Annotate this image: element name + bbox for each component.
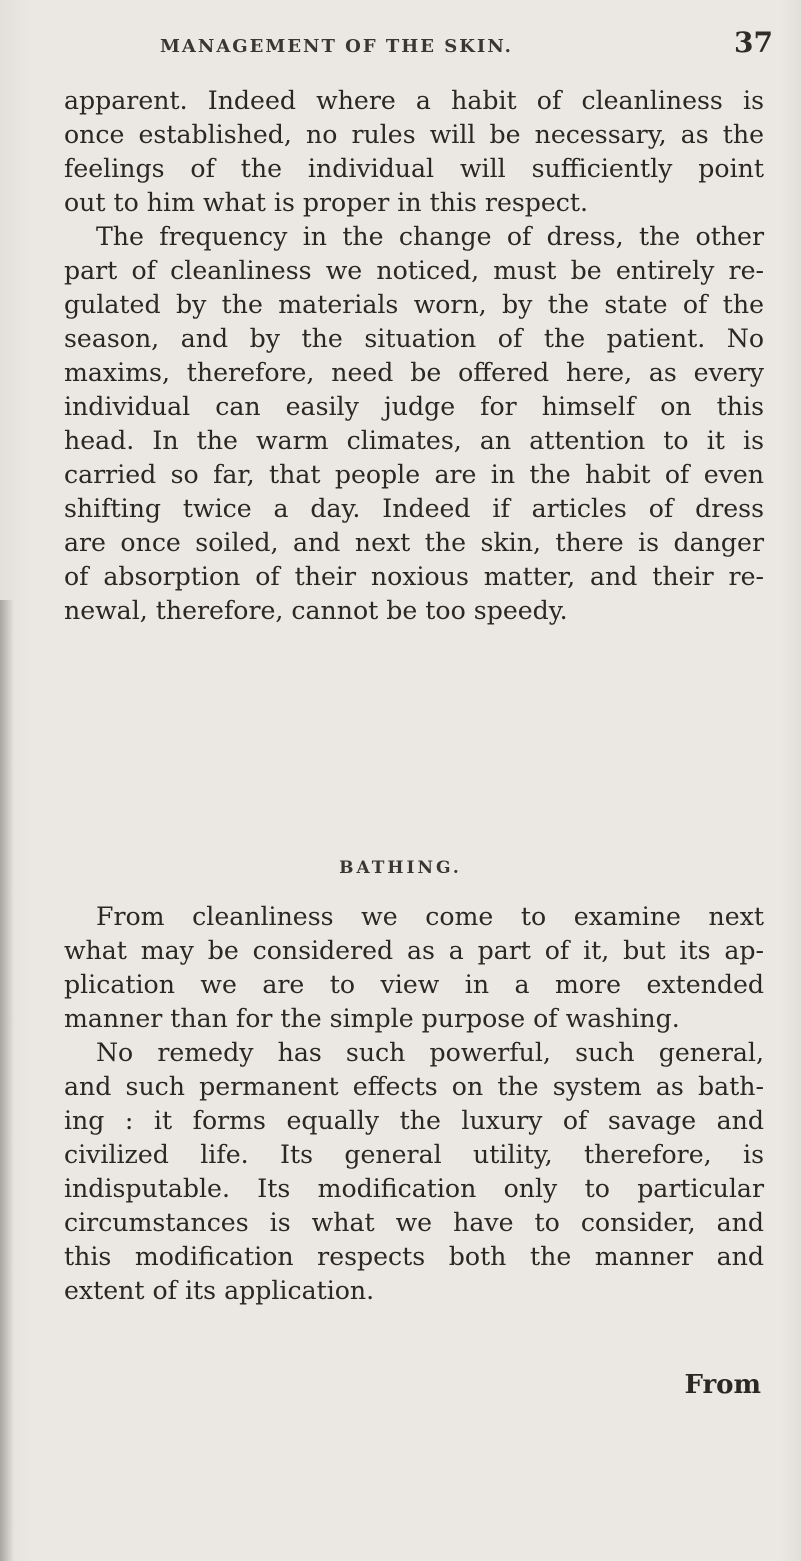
text-line: this modification respects both the manner and bbox=[64, 1242, 764, 1271]
text-line: maxims, therefore, need be offered here, as every bbox=[64, 358, 764, 387]
text-line: part of cleanliness we noticed, must be entirely re- bbox=[64, 256, 764, 285]
text-line: carried so far, that people are in the habit of even bbox=[64, 460, 764, 489]
paragraph-1 bbox=[64, 84, 764, 220]
text-line: gulated by the materials worn, by the state of the bbox=[64, 290, 764, 319]
text-line: apparent. Indeed where a habit of cleanliness is bbox=[64, 86, 764, 115]
section-heading: BATHING. bbox=[339, 858, 462, 878]
text-line: plication we are to view in a more extended bbox=[64, 970, 764, 999]
text-line: feelings of the individual will sufficiently point bbox=[64, 154, 764, 183]
text-line: newal, therefore, cannot be too speedy. bbox=[64, 596, 568, 625]
text-line: circumstances is what we have to consider, and bbox=[64, 1208, 764, 1237]
text-line: are once soiled, and next the skin, there is danger bbox=[64, 528, 764, 557]
text-line: individual can easily judge for himself on this bbox=[64, 392, 764, 421]
text-line: what may be considered as a part of it, but its ap- bbox=[64, 936, 764, 965]
binding-shadow bbox=[0, 600, 14, 1561]
text-line: once established, no rules will be necessary, as the bbox=[64, 120, 764, 149]
text-line: The frequency in the change of dress, the other bbox=[96, 222, 764, 251]
paragraph-4 bbox=[64, 1036, 764, 1308]
text-line: civilized life. Its general utility, therefore, is bbox=[64, 1140, 764, 1169]
text-line: out to him what is proper in this respect. bbox=[64, 188, 589, 217]
text-line: season, and by the situation of the patient. No bbox=[64, 324, 764, 353]
text-line: manner than for the simple purpose of washing. bbox=[64, 1004, 680, 1033]
paragraph-2 bbox=[64, 220, 764, 628]
text-line: extent of its application. bbox=[64, 1276, 375, 1305]
text-line: ing : it forms equally the luxury of savage and bbox=[64, 1106, 764, 1135]
text-line: and such permanent effects on the system as bath- bbox=[64, 1072, 764, 1101]
text-line: indisputable. Its modification only to particular bbox=[64, 1174, 764, 1203]
paragraph-3 bbox=[64, 900, 764, 1036]
page-number: 37 bbox=[734, 26, 773, 59]
catchword: From bbox=[684, 1370, 761, 1400]
running-title: MANAGEMENT OF THE SKIN. bbox=[160, 36, 513, 57]
text-line: From cleanliness we come to examine next bbox=[96, 902, 764, 931]
text-line: head. In the warm climates, an attention to it is bbox=[64, 426, 764, 455]
text-line: of absorption of their noxious matter, and their re- bbox=[64, 562, 764, 591]
text-line: No remedy has such powerful, such general, bbox=[96, 1038, 764, 1067]
text-line: shifting twice a day. Indeed if articles of dress bbox=[64, 494, 764, 523]
